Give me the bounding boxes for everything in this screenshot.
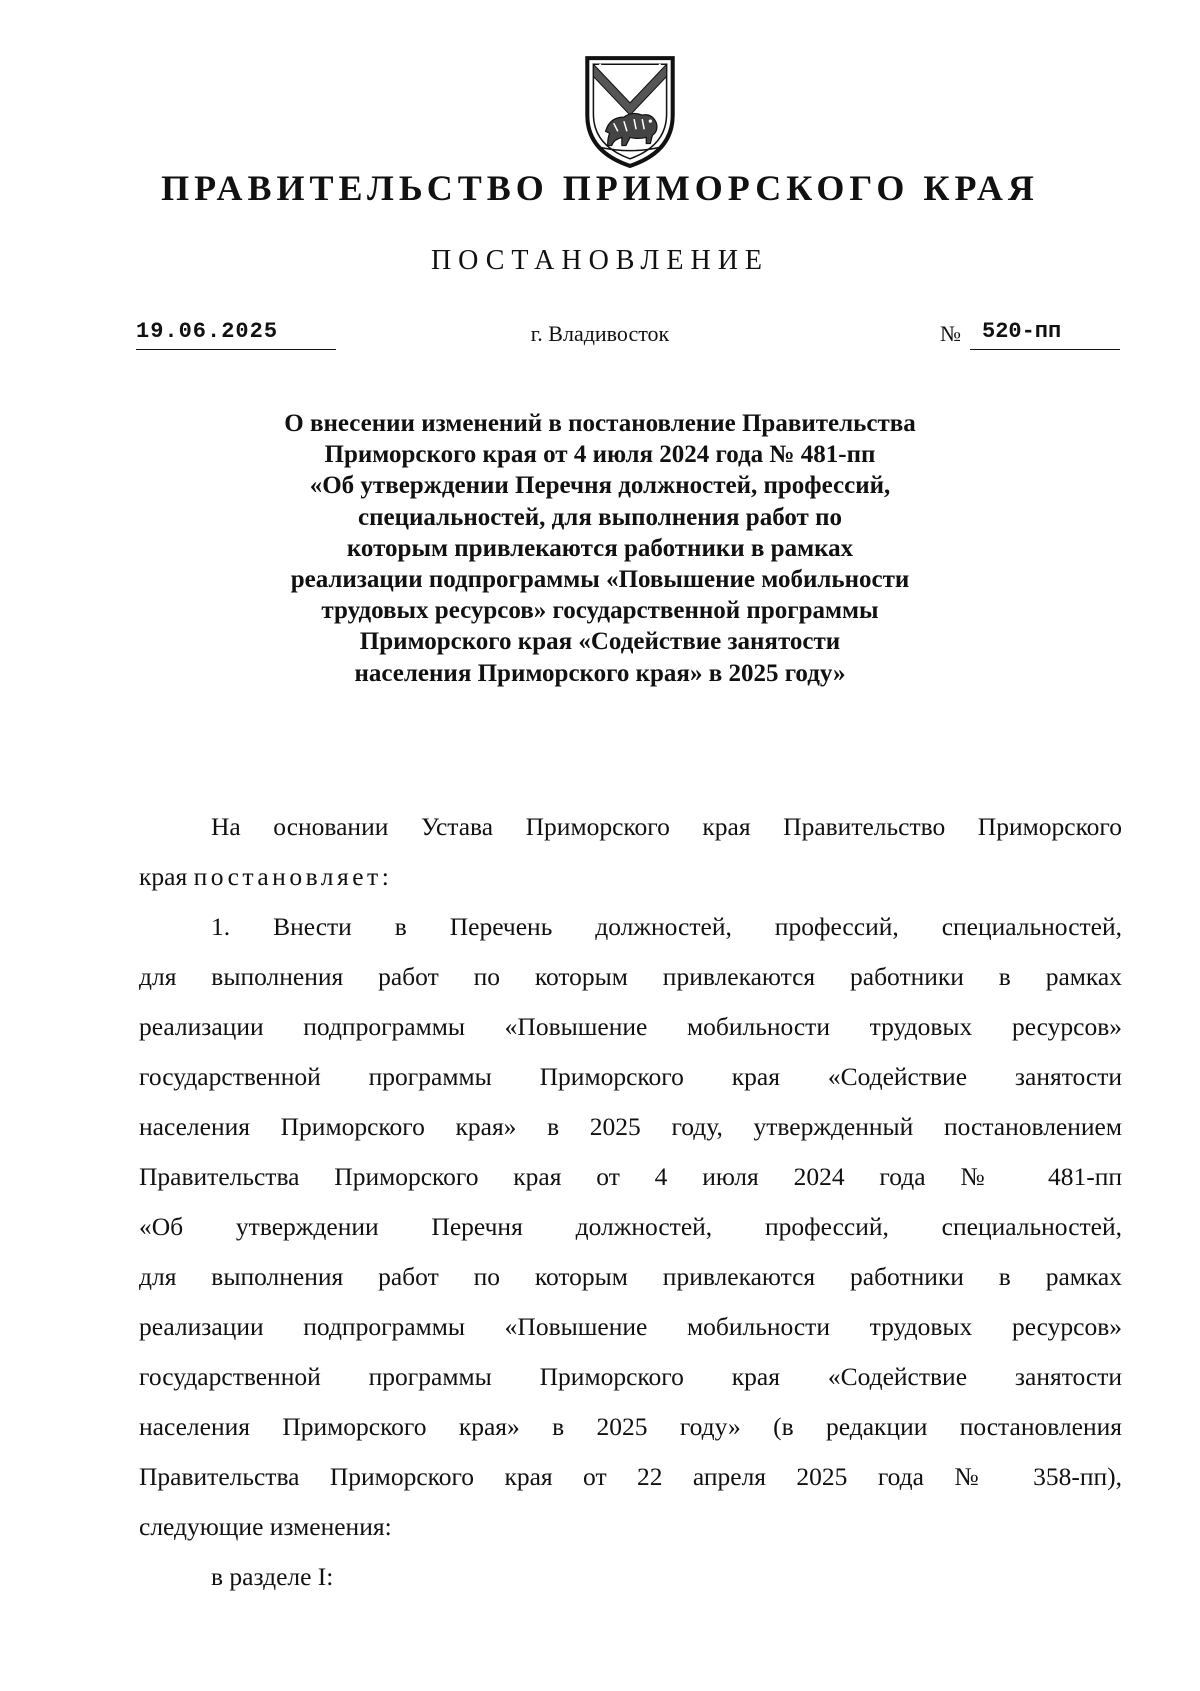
item1-line: реализации подпрограммы «Повышение мобильности трудовых ресурсов»	[139, 1012, 1122, 1041]
document-number-block	[940, 315, 1120, 349]
heading-line: Приморского края «Содействие занятости	[359, 628, 841, 656]
heading-line: трудовых ресурсов» государственной программы	[321, 597, 879, 625]
document-type: ПОСТАНОВЛЕНИЕ	[430, 245, 770, 276]
document-city: г. Владивосток	[530, 321, 670, 346]
item1-line: для выполнения работ по которым привлекаются работники в рамках	[139, 1262, 1122, 1291]
document-meta-row	[0, 315, 1200, 355]
item1-line: государственной программы Приморского края «Содействие занятости	[139, 1362, 1122, 1391]
preamble-line	[139, 852, 1122, 902]
item1-line: населения Приморского края» в 2025 году» (в редакции постановления	[139, 1412, 1122, 1441]
item1-line: Правительства Приморского края от 4 июля 2024 года № 481-пп	[139, 1162, 1122, 1191]
item1-line: для выполнения работ по которым привлекаются работники в рамках	[139, 962, 1122, 991]
heading-line: которым привлекаются работники в рамках	[346, 534, 854, 562]
preamble-line: На основании Устава Приморского края Правительство Приморского	[211, 812, 1122, 841]
heading-line: реализации подпрограммы «Повышение мобильности	[290, 566, 910, 594]
preamble-prefix: края	[139, 862, 188, 891]
item1-line: реализации подпрограммы «Повышение мобильности трудовых ресурсов»	[139, 1312, 1122, 1341]
document-body	[139, 802, 1122, 1602]
item1-last-line: следующие изменения:	[139, 1512, 392, 1541]
resolves-word: постановляет:	[193, 862, 393, 891]
item1-line: населения Приморского края» в 2025 году, утвержденный постановлением	[139, 1112, 1122, 1141]
document-number: 520-пп	[970, 315, 1120, 350]
heading-line: О внесении изменений в постановление Правительства	[284, 410, 916, 437]
item1-line: Правительства Приморского края от 22 апреля 2025 года № 358-пп),	[139, 1462, 1122, 1491]
heading-line: «Об утверждении Перечня должностей, профессий,	[309, 472, 891, 500]
government-title: ПРАВИТЕЛЬСТВО ПРИМОРСКОГО КРАЯ	[161, 168, 1039, 208]
item1-line: государственной программы Приморского края «Содействие занятости	[139, 1062, 1122, 1091]
document-date: 19.06.2025	[136, 315, 336, 350]
heading-line: специальностей, для выполнения работ по	[358, 503, 842, 531]
number-sign: №	[940, 321, 961, 346]
document-heading	[150, 408, 1050, 689]
section-line: в разделе I:	[211, 1562, 334, 1591]
item1-line: «Об утверждении Перечня должностей, профессий, специальностей,	[139, 1212, 1122, 1241]
coat-of-arms-icon	[579, 50, 681, 172]
item1-line: 1. Внести в Перечень должностей, профессий, специальностей,	[211, 912, 1122, 941]
heading-line: Приморского края от 4 июля 2024 года № 481-пп	[324, 441, 876, 469]
heading-line: населения Приморского края» в 2025 году»	[354, 659, 846, 687]
